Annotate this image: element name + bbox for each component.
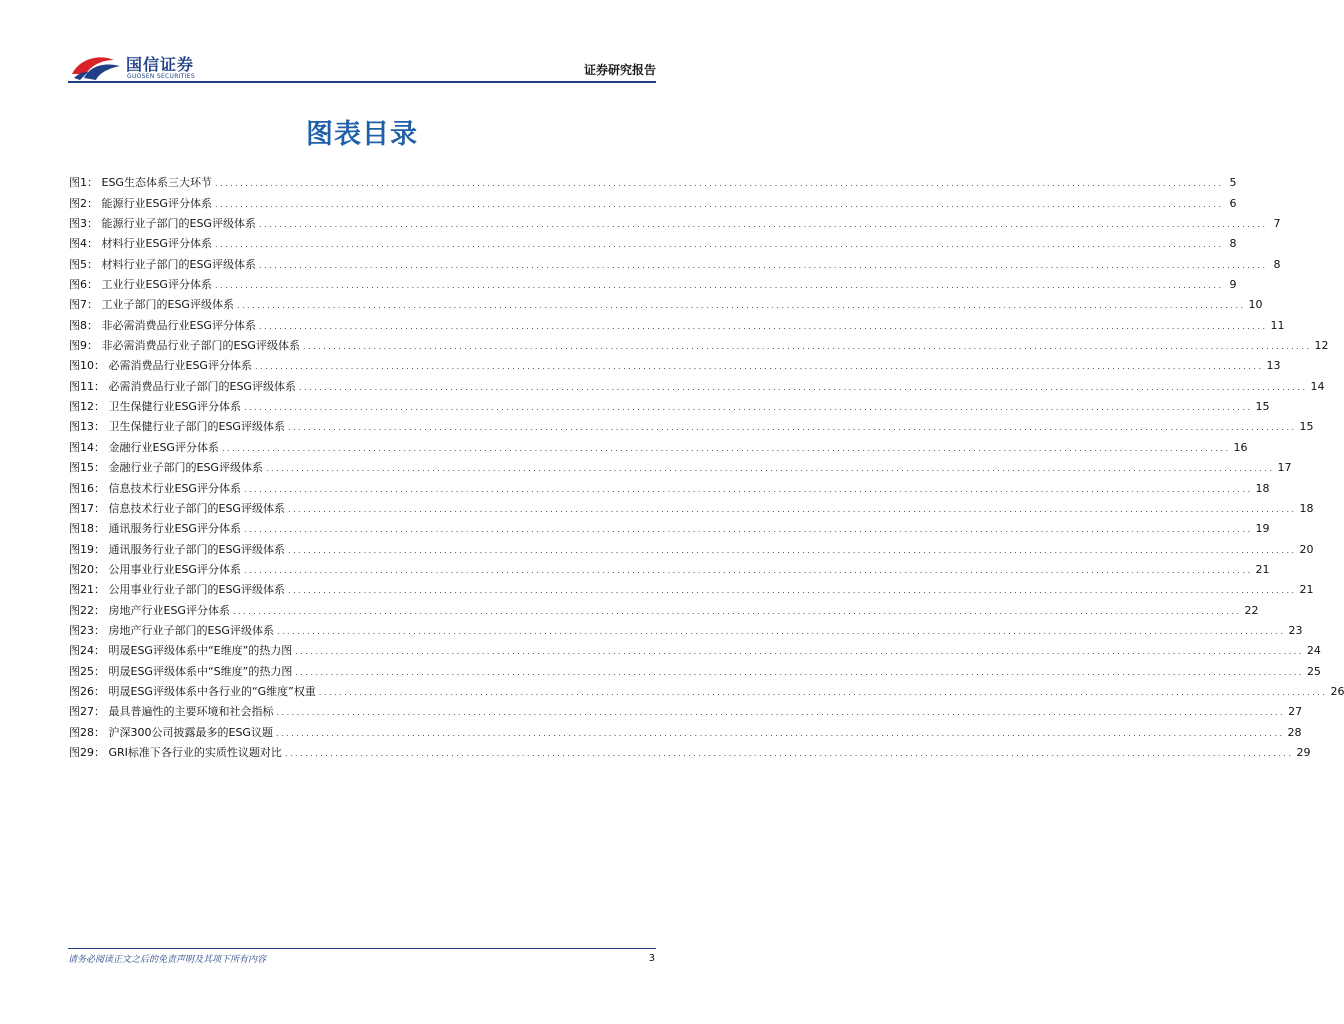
toc-entry-page: 29: [1296, 745, 1311, 759]
toc-entry-label: 图26： 明晟ESG评级体系中各行业的“G维度”权重: [69, 684, 316, 698]
toc-entry-label: 图10： 必需消费品行业ESG评分体系: [69, 359, 252, 373]
report-type-label: 证券研究报告: [583, 63, 656, 77]
toc-entry-label: 图4： 材料行业ESG评分体系: [69, 237, 212, 251]
table-of-figures: [69, 170, 1344, 760]
toc-entry-page: 12: [1314, 339, 1329, 353]
toc-dot-leader: ........................................................................................................................................................................................................: [214, 240, 1224, 250]
toc-dot-leader: ........................................................................................................................................................................................................: [214, 199, 1224, 209]
toc-entry-page: 13: [1266, 359, 1281, 373]
toc-entry[interactable]: [69, 496, 1314, 516]
toc-entry[interactable]: [69, 536, 1314, 556]
toc-entry[interactable]: [69, 740, 1311, 760]
toc-entry-page: 14: [1310, 379, 1325, 393]
toc-entry-page: 23: [1288, 623, 1303, 637]
toc-dot-leader: ........................................................................................................................................................................................................: [243, 484, 1253, 494]
toc-entry-page: 9: [1229, 278, 1237, 292]
toc-dot-leader: ........................................................................................................................................................................................................: [287, 504, 1297, 514]
toc-entry[interactable]: [69, 475, 1270, 495]
toc-dot-leader: ........................................................................................................................................................................................................: [232, 606, 1242, 616]
toc-dot-leader: ........................................................................................................................................................................................................: [318, 687, 1328, 697]
toc-dot-leader: ........................................................................................................................................................................................................: [302, 342, 1312, 352]
toc-entry-page: 21: [1255, 562, 1270, 576]
toc-entry-page: 11: [1270, 318, 1285, 332]
toc-entry[interactable]: [69, 231, 1237, 251]
toc-entry-page: 20: [1299, 542, 1314, 556]
toc-dot-leader: ........................................................................................................................................................................................................: [243, 565, 1253, 575]
toc-entry-page: 7: [1273, 217, 1281, 231]
toc-dot-leader: ........................................................................................................................................................................................................: [284, 748, 1294, 758]
toc-entry-label: 图14： 金融行业ESG评分体系: [69, 440, 219, 454]
toc-entry-page: 22: [1244, 603, 1259, 617]
toc-dot-leader: ........................................................................................................................................................................................................: [243, 525, 1253, 535]
toc-entry-label: 图17： 信息技术行业子部门的ESG评级体系: [69, 501, 285, 515]
toc-dot-leader: ........................................................................................................................................................................................................: [236, 301, 1246, 311]
toc-dot-leader: ........................................................................................................................................................................................................: [243, 403, 1253, 413]
toc-entry[interactable]: [69, 455, 1292, 475]
toc-dot-leader: ........................................................................................................................................................................................................: [254, 362, 1264, 372]
logo-chinese-name: 国信证券: [126, 55, 195, 74]
toc-entry-label: 图15： 金融行业子部门的ESG评级体系: [69, 461, 263, 475]
toc-entry-page: 19: [1255, 522, 1270, 536]
toc-dot-leader: ........................................................................................................................................................................................................: [258, 321, 1268, 331]
toc-dot-leader: ........................................................................................................................................................................................................: [295, 667, 1304, 677]
toc-entry-label: 图7： 工业子部门的ESG评级体系: [69, 298, 234, 312]
toc-entry-page: 15: [1255, 400, 1270, 414]
toc-dot-leader: ........................................................................................................................................................................................................: [258, 220, 1268, 230]
toc-entry-label: 图28： 沪深300公司披露最多的ESG议题: [69, 725, 273, 739]
toc-dot-leader: ........................................................................................................................................................................................................: [221, 443, 1231, 453]
toc-dot-leader: ........................................................................................................................................................................................................: [287, 586, 1297, 596]
footer-disclaimer: 请务必阅读正文之后的免责声明及其项下所有内容: [68, 955, 267, 965]
toc-dot-leader: ........................................................................................................................................................................................................: [295, 647, 1304, 657]
toc-entry-label: 图23： 房地产行业子部门的ESG评级体系: [69, 623, 274, 637]
toc-entry[interactable]: [69, 699, 1303, 719]
toc-entry[interactable]: [69, 312, 1285, 332]
page-title: 图表目录: [306, 119, 418, 150]
toc-entry-label: 图18： 通讯服务行业ESG评分体系: [69, 522, 241, 536]
toc-dot-leader: ........................................................................................................................................................................................................: [214, 281, 1224, 291]
toc-entry[interactable]: [69, 211, 1281, 231]
toc-entry-page: 5: [1229, 176, 1237, 190]
toc-dot-leader: ........................................................................................................................................................................................................: [276, 626, 1286, 636]
toc-entry[interactable]: [69, 577, 1314, 597]
toc-dot-leader: ........................................................................................................................................................................................................: [298, 382, 1308, 392]
toc-entry-label: 图6： 工业行业ESG评分体系: [69, 278, 212, 292]
toc-entry[interactable]: [69, 394, 1270, 414]
toc-entry-label: 图24： 明晟ESG评级体系中“E维度”的热力图: [69, 644, 293, 658]
toc-dot-leader: ........................................................................................................................................................................................................: [258, 260, 1268, 270]
toc-entry[interactable]: [69, 597, 1259, 617]
toc-entry-page: 21: [1299, 583, 1314, 597]
toc-entry-label: 图3： 能源行业子部门的ESG评级体系: [69, 217, 256, 231]
toc-entry[interactable]: [69, 170, 1237, 190]
toc-entry-label: 图25： 明晟ESG评级体系中“S维度”的热力图: [69, 664, 293, 678]
toc-entry[interactable]: [69, 353, 1281, 373]
toc-entry-page: 15: [1299, 420, 1314, 434]
toc-entry[interactable]: [69, 719, 1302, 739]
toc-entry[interactable]: [69, 251, 1281, 271]
toc-entry-label: 图27： 最具普遍性的主要环境和社会指标: [69, 705, 274, 719]
toc-entry-page: 6: [1229, 196, 1237, 210]
toc-entry[interactable]: [69, 638, 1321, 658]
toc-entry-page: 8: [1273, 257, 1281, 271]
toc-entry-label: 图29： GRI标准下各行业的实质性议题对比: [69, 745, 282, 759]
toc-entry-page: 24: [1306, 644, 1321, 658]
toc-entry-page: 10: [1248, 298, 1263, 312]
toc-entry-label: 图22： 房地产行业ESG评分体系: [69, 603, 230, 617]
toc-entry[interactable]: [69, 190, 1237, 210]
toc-entry[interactable]: [69, 658, 1321, 678]
toc-entry-label: 图11： 必需消费品行业子部门的ESG评级体系: [69, 379, 296, 393]
toc-entry-page: 18: [1299, 501, 1314, 515]
toc-entry[interactable]: [69, 333, 1329, 353]
logo-english-name: GUOSEN SECURITIES: [127, 73, 196, 80]
toc-entry-label: 图8： 非必需消费品行业ESG评分体系: [69, 318, 256, 332]
toc-entry[interactable]: [69, 373, 1325, 393]
header-divider: [68, 81, 656, 83]
toc-entry-page: 26: [1330, 684, 1344, 698]
toc-entry-page: 25: [1306, 664, 1321, 678]
page-number: 3: [648, 953, 655, 964]
toc-entry[interactable]: [69, 618, 1303, 638]
toc-entry-label: 图19： 通讯服务行业子部门的ESG评级体系: [69, 542, 285, 556]
toc-dot-leader: ........................................................................................................................................................................................................: [276, 708, 1286, 718]
toc-entry-label: 图5： 材料行业子部门的ESG评级体系: [69, 257, 256, 271]
toc-dot-leader: ........................................................................................................................................................................................................: [275, 728, 1285, 738]
toc-entry[interactable]: [69, 414, 1314, 434]
toc-entry-label: 图20： 公用事业行业ESG评分体系: [69, 562, 241, 576]
toc-entry[interactable]: [69, 557, 1270, 577]
toc-entry-label: 图13： 卫生保健行业子部门的ESG评级体系: [69, 420, 285, 434]
toc-entry-label: 图2： 能源行业ESG评分体系: [69, 196, 212, 210]
toc-dot-leader: ........................................................................................................................................................................................................: [214, 179, 1224, 189]
toc-entry-label: 图21： 公用事业行业子部门的ESG评级体系: [69, 583, 285, 597]
toc-entry-page: 27: [1288, 705, 1303, 719]
toc-entry[interactable]: [69, 272, 1237, 292]
toc-entry-label: 图9： 非必需消费品行业子部门的ESG评级体系: [69, 339, 300, 353]
toc-entry-label: 图16： 信息技术行业ESG评分体系: [69, 481, 241, 495]
toc-entry-page: 8: [1229, 237, 1237, 251]
toc-entry[interactable]: [69, 516, 1270, 536]
guosen-logo-icon: [70, 52, 122, 82]
page-header: [68, 48, 656, 84]
toc-dot-leader: ........................................................................................................................................................................................................: [265, 464, 1275, 474]
toc-entry-page: 16: [1233, 440, 1248, 454]
toc-entry-page: 28: [1287, 725, 1302, 739]
toc-entry[interactable]: [69, 292, 1263, 312]
toc-entry-label: 图1： ESG生态体系三大环节: [69, 176, 212, 190]
footer-divider: [68, 948, 656, 949]
toc-entry[interactable]: [69, 679, 1344, 699]
toc-entry-label: 图12： 卫生保健行业ESG评分体系: [69, 400, 241, 414]
toc-dot-leader: ........................................................................................................................................................................................................: [287, 423, 1297, 433]
guosen-logo: [70, 50, 210, 84]
toc-dot-leader: ........................................................................................................................................................................................................: [287, 545, 1297, 555]
toc-entry[interactable]: [69, 434, 1248, 454]
toc-entry-page: 18: [1255, 481, 1270, 495]
toc-entry-page: 17: [1277, 461, 1292, 475]
